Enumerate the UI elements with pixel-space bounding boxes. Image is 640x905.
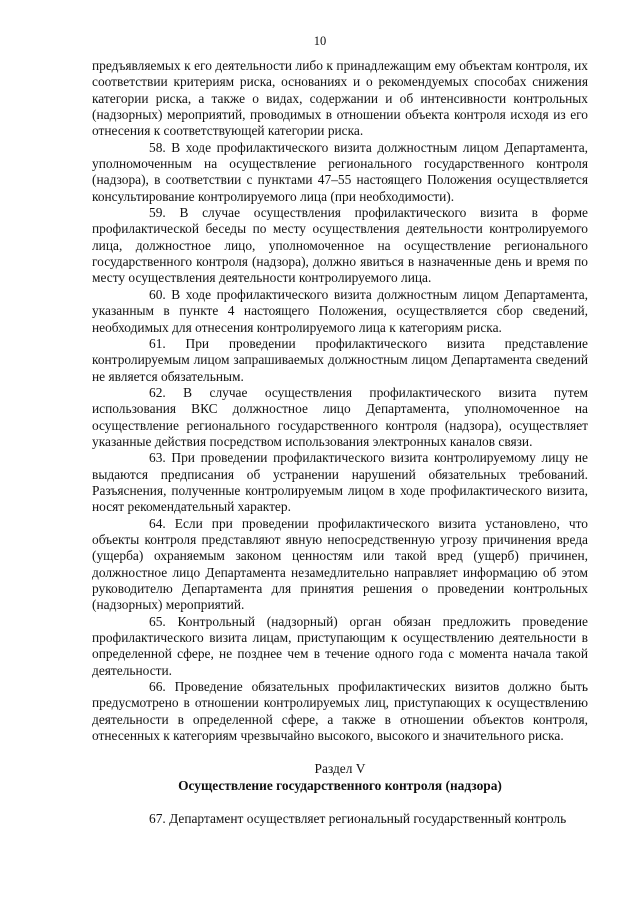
- paragraph-63: 63. При проведении профилактического визита контролируемому лицу не выдаются предписания об устранении нарушений обязательных требований. Разъяснения, полученные контролируемым лицом в ходе профилактического визита, носят рекомендательный характер.: [92, 450, 588, 515]
- paragraph-61: 61. При проведении профилактического визита представление контролируемым лицом запрашиваемых должностным лицом Департамента сведений не является обязательным.: [92, 335, 588, 384]
- section-number: Раздел V: [314, 761, 366, 777]
- paragraph-67: 67. Департамент осуществляет региональный государственный контроль: [149, 811, 567, 827]
- paragraph-64: 64. Если при проведении профилактического визита установлено, что объекты контроля представляют явную непосредственную угрозу причинения вреда (ущерба) охраняемым законом ценностям или такой вред (ущерб) причинен, должностное лицо Департамента незамедлительно направляет информацию об этом руководителю Департамента для принятия решения о проведении контрольных (надзорных) мероприятий.: [92, 515, 588, 613]
- paragraph-continuation: предъявляемых к его деятельности либо к принадлежащим ему объектам контроля, их соответствии критериям риска, основаниях и о рекомендуемых способах снижения категории риска, а также о видах, содержании и об интенсивности контрольных (надзорных) мероприятий, проводимых в отношении объекта контроля исходя из его отнесения к соответствующей категории риска.: [92, 58, 588, 139]
- paragraph-66: 66. Проведение обязательных профилактических визитов должно быть предусмотрено в отношении контролируемых лиц, приступающих к осуществлению деятельности в определенной сфере, а также в отношении объектов контроля, отнесенных к категориям чрезвычайно высокого, высокого и значительного риска.: [92, 679, 588, 744]
- paragraph-59: 59. В случае осуществления профилактического визита в форме профилактической беседы по месту осуществления деятельности контролируемого лица, должностное лицо, уполномоченное на осуществление регионального государственного контроля (надзора), должно явиться в назначенные день и время по месту осуществления деятельности контролируемого лица.: [92, 205, 588, 286]
- section-title: Осуществление государственного контроля (надзора): [178, 777, 502, 793]
- paragraph-60: 60. В ходе профилактического визита должностным лицом Департамента, указанным в пункте 4 настоящего Положения, осуществляется сбор сведений, необходимых для отнесения контролируемого лица к категориям риска.: [92, 286, 588, 335]
- paragraph-65: 65. Контрольный (надзорный) орган обязан предложить проведение профилактического визита лицам, приступающим к осуществлению деятельности в определенной сфере, не позднее чем в течение одного года с момента начала такой деятельности.: [92, 613, 588, 678]
- paragraph-58: 58. В ходе профилактического визита должностным лицом Департамента, уполномоченным на осуществление регионального государственного контроля (надзора), в соответствии с пунктами 47–55 настоящего Положения осуществляется консультирование контролируемого лица (при необходимости).: [92, 139, 588, 204]
- paragraph-62: 62. В случае осуществления профилактического визита путем использования ВКС должностное лицо Департамента, уполномоченное на осуществление регионального государственного контроля (надзора), осуществляет указанные действия посредством использования электронных каналов связи.: [92, 384, 588, 449]
- page-number: 10: [313, 34, 327, 48]
- document-body: [92, 58, 588, 827]
